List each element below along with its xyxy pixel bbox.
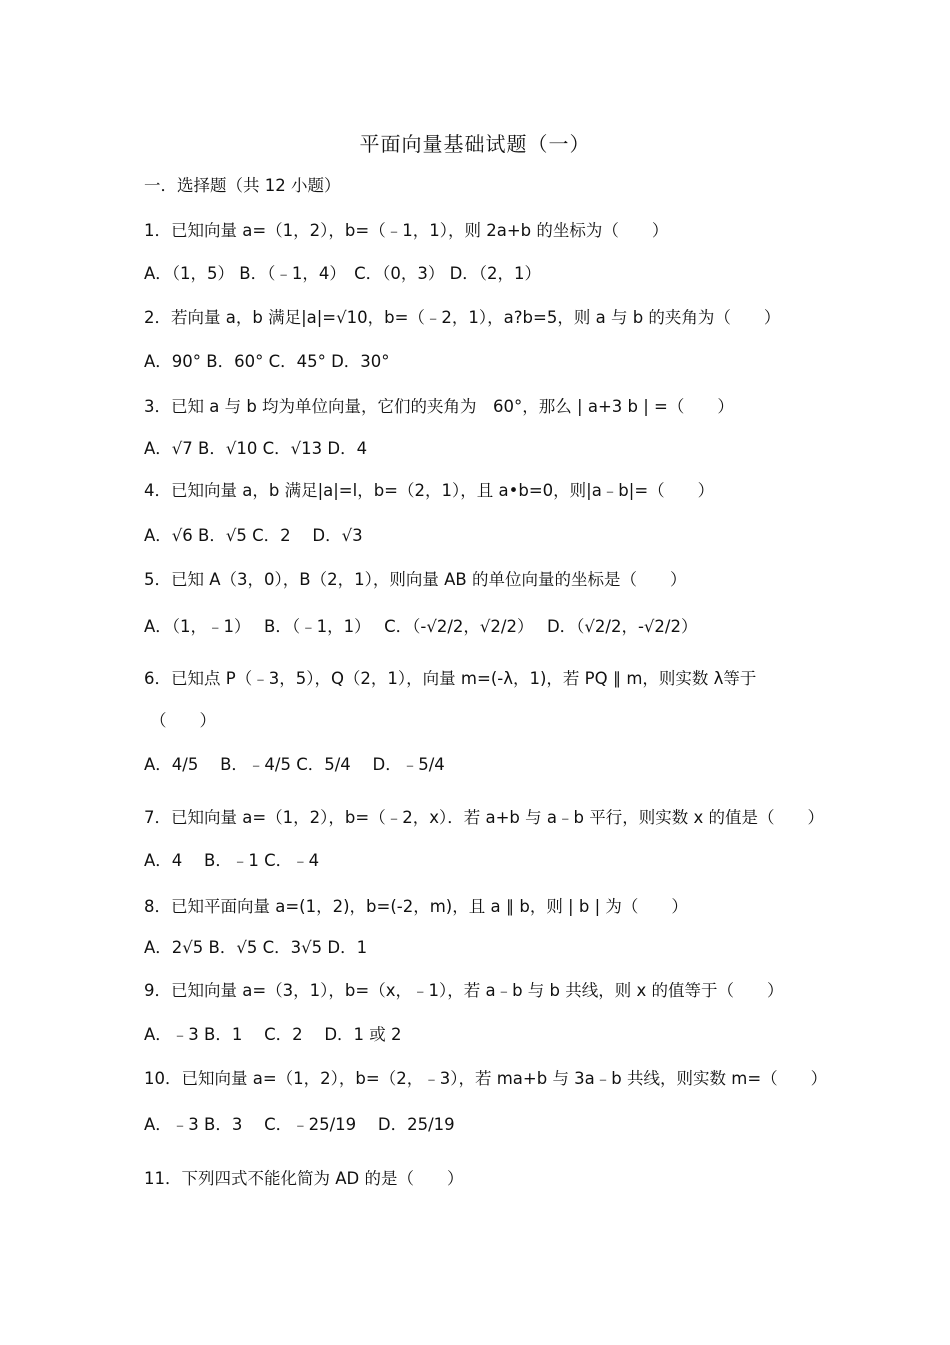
question-5-stem: 5．已知 A（3，0），B（2，1），则向量 AB 的单位向量的坐标是（ ） bbox=[144, 570, 687, 589]
question-2-options: A．90° B．60° C．45° D．30° bbox=[144, 352, 390, 371]
question-7-options: A．4 B．﹣1 C．﹣4 bbox=[144, 851, 320, 870]
question-4-stem: 4．已知向量 a，b 满足|a|=l，b=（2，1），且 a•b=0，则|a﹣b|=（ ） bbox=[144, 481, 715, 500]
question-9-stem: 9．已知向量 a=（3，1），b=（x，﹣1），若 a﹣b 与 b 共线，则 x 的值等于（ ） bbox=[144, 981, 784, 1000]
section-heading: 一．选择题（共 12 小题） bbox=[144, 176, 341, 195]
question-3-stem: 3．已知 a 与 b 均为单位向量，它们的夹角为 60°，那么 | a+3 b | =（ ） bbox=[144, 397, 734, 416]
question-10-stem: 10．已知向量 a=（1，2），b=（2，﹣3），若 ma+b 与 3a﹣b 共线，则实数 m=（ ） bbox=[144, 1069, 828, 1088]
question-6-stem-continued: （ ） bbox=[150, 711, 216, 730]
question-6-options: A．4/5 B．﹣4/5 C．5/4 D．﹣5/4 bbox=[144, 755, 445, 774]
page-title: 平面向量基础试题（一） bbox=[359, 132, 591, 156]
question-5-options: A．（1，﹣1） B．（﹣1，1） C．（-√2/2，√2/2） D．（√2/2，-√2/2） bbox=[144, 617, 698, 636]
question-4-options: A．√6 B．√5 C．2 D．√3 bbox=[144, 526, 363, 545]
question-9-options: A．﹣3 B．1 C．2 D．1 或 2 bbox=[144, 1025, 402, 1044]
question-10-options: A．﹣3 B．3 C．﹣25/19 D．25/19 bbox=[144, 1115, 455, 1134]
question-2-stem: 2．若向量 a，b 满足|a|=√10，b=（﹣2，1），a?b=5，则 a 与 b 的夹角为（ ） bbox=[144, 308, 781, 327]
question-1-stem: 1．已知向量 a=（1，2），b=（﹣1，1），则 2a+b 的坐标为（ ） bbox=[144, 221, 669, 240]
question-8-stem: 8．已知平面向量 a=(1，2)，b=(-2，m)，且 a ∥ b，则 | b | 为（ ） bbox=[144, 897, 688, 916]
question-7-stem: 7．已知向量 a=（1，2），b=（﹣2，x）．若 a+b 与 a﹣b 平行，则实数 x 的值是（ ） bbox=[144, 808, 824, 827]
question-11-stem: 11．下列四式不能化简为 AD 的是（ ） bbox=[144, 1169, 464, 1188]
question-8-options: A．2√5 B．√5 C．3√5 D．1 bbox=[144, 938, 368, 957]
question-3-options: A．√7 B．√10 C．√13 D．4 bbox=[144, 439, 368, 458]
question-6-stem: 6．已知点 P（﹣3，5），Q（2，1），向量 m=(-λ，1)，若 PQ ∥ m，则实数 λ等于 bbox=[144, 669, 757, 688]
question-1-options: A．（1，5） B．（﹣1，4） C．（0，3） D．（2，1） bbox=[144, 264, 542, 283]
